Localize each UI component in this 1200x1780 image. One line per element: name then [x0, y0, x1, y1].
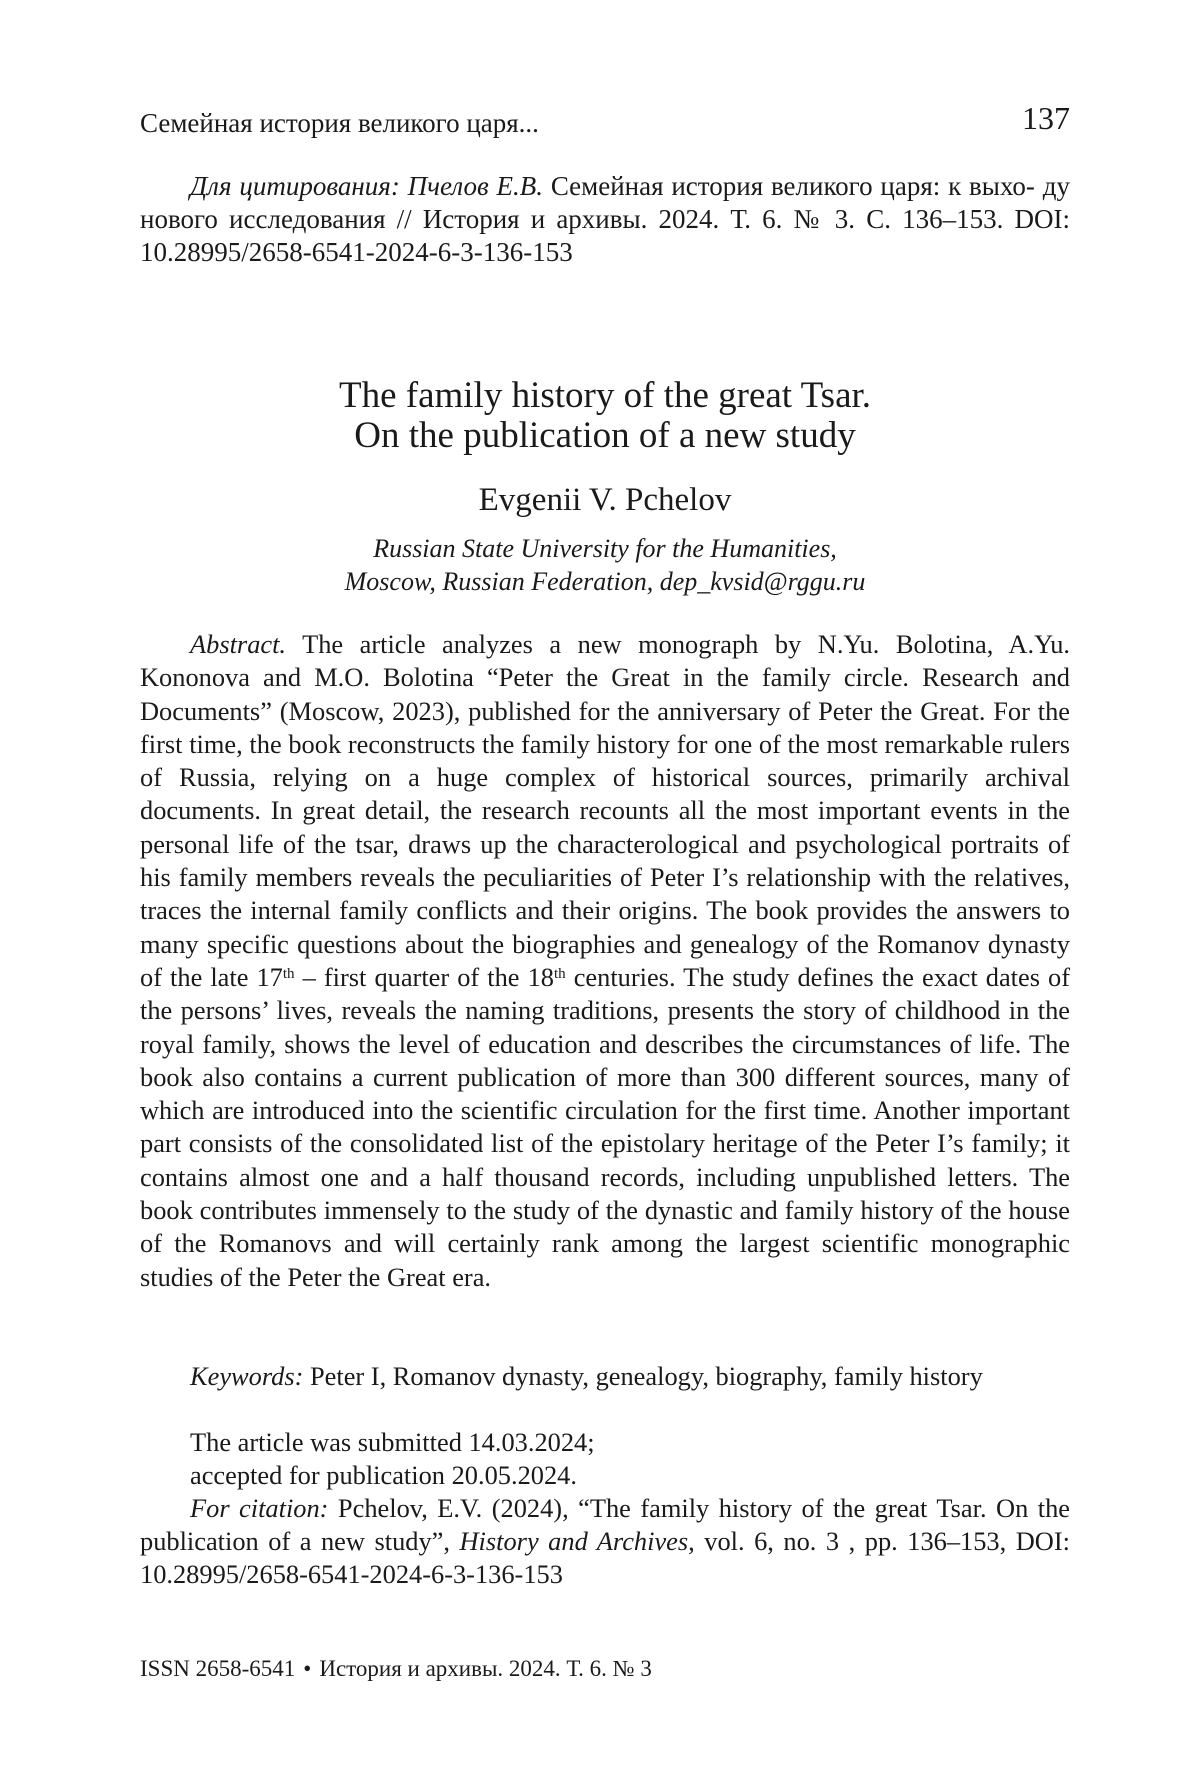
keywords [140, 1360, 1070, 1393]
author-name: Evgenii V. Pchelov [140, 482, 1070, 519]
accepted-date: accepted for publication 20.05.2024. [190, 1459, 1070, 1492]
english-citation [140, 1492, 1070, 1591]
footer-journal-issue: История и архивы. 2024. Т. 6. № 3 [319, 1656, 652, 1681]
en-citation-label: For citation: [190, 1493, 328, 1523]
title-line-2: On the publication of a new study [140, 416, 1070, 456]
ru-citation-author: Пчелов Е.В. [408, 171, 543, 201]
abstract-text-3: centuries. The study defines the exact dates of the persons’ lives, reveals the naming traditions, presents the story of childhood in the royal family, shows the level of education and describes the circumstances of life. The book also contains a current publication of more than 300 different sources, many of which are introduced into the scientific circulation for the first time. Another important part consists of the consolidated list of the epistolary heritage of the Peter I’s family; it contains almost one and a half thousand records, including unpublished letters. The book contributes immensely to the study of the dynastic and family history of the house of the Romanovs and will certainly rank among the largest scientific monographic studies of the Peter the Great era. [140, 962, 1070, 1292]
abstract [140, 628, 1070, 1294]
ru-citation-text-2: ду нового исследования // История и архивы. 2024. Т. 6. № 3. С. 136–153. [140, 171, 1070, 234]
article-page [140, 0, 1070, 1780]
submitted-date: The article was submitted 14.03.2024; [190, 1426, 1070, 1459]
en-citation-journal: History and Archives, [459, 1526, 694, 1556]
affiliation-line-1: Russian State University for the Humanities, [140, 532, 1070, 565]
russian-citation [140, 170, 1070, 269]
keywords-label: Keywords: [190, 1361, 303, 1391]
footer-bullet: • [303, 1656, 311, 1681]
en-citation-text-2: vol. 6, no. 3 , pp. 136–153, DOI: 10.28995/2658-6541-2024-6-3-136-153 [140, 1526, 1070, 1589]
keywords-text: Peter I, Romanov dynasty, genealogy, biography, family history [303, 1361, 982, 1391]
abstract-text-1: The article analyzes a new monograph by N.Yu. Bolotina, A.Yu. Kononova and M.O. Bolotina “Peter the Great in the family circle. Research and Documents” (Moscow, 2023), published for the anniversary of Peter the Great. For the first time, the book reconstructs the family history for one of the most remarkable rulers of Russia, relying on a huge complex of historical sources, primarily archival documents. In great detail, the research recounts all the most important events in the personal life of the tsar, draws up the characterological and psychological portraits of his family members reveals the peculiarities of Peter I’s relationship with the relatives, traces the internal family conflicts and their origins. The book provides the answers to many specific questions about the biographies and genealogy of the Romanov dynasty of the late 17 [140, 629, 1070, 992]
affiliation-line-2: Moscow, Russian Federation, dep_kvsid@rggu.ru [140, 565, 1070, 598]
ru-citation-doi: DOI: 10.28995/2658-6541-2024-6-3-136-153 [140, 204, 1070, 267]
title-line-1: The family history of the great Tsar. [140, 376, 1070, 416]
running-head [140, 100, 1070, 144]
author-affiliation [140, 532, 1070, 598]
running-head-title: Семейная история великого царя... [140, 108, 539, 139]
en-citation-text-1: Pchelov, E.V. (2024), “The family history of the great Tsar. On the publication of a new study”, [140, 1493, 1070, 1556]
ru-citation-label: Для цитирования: [190, 171, 400, 201]
footer-issn: ISSN 2658-6541 [140, 1656, 295, 1681]
page-number: 137 [1022, 100, 1070, 137]
page-footer [140, 1656, 1070, 1682]
article-title [140, 376, 1070, 456]
abstract-text-2: – first quarter of the 18 [295, 962, 554, 992]
abstract-label: Abstract. [190, 629, 286, 659]
superscript-th-1: th [283, 966, 295, 982]
superscript-th-2: th [554, 966, 566, 982]
article-dates [190, 1426, 1070, 1492]
ru-citation-text-1: Семейная история великого царя: к выхо- [543, 171, 1035, 201]
